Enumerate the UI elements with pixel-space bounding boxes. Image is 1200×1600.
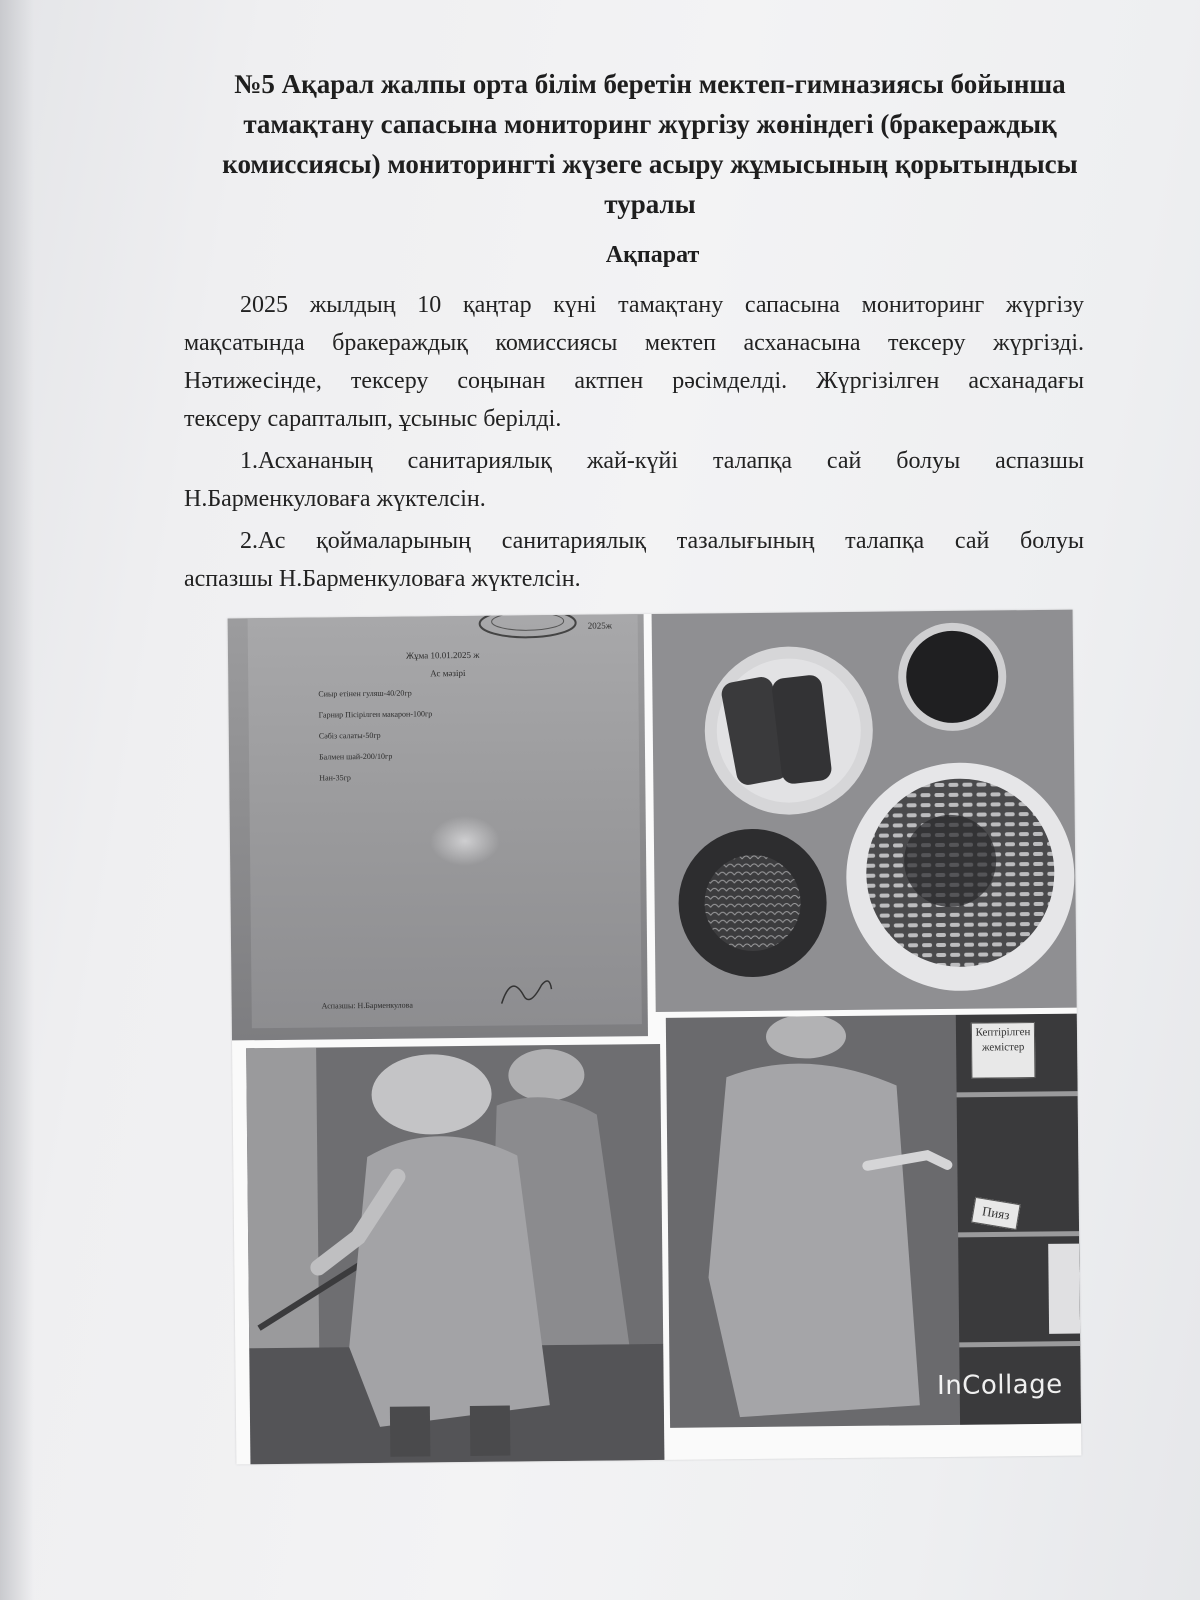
text-line: 2.Ас қоймаларының санитариялық тазалығының талапқа сай болуы xyxy=(240,528,1084,554)
document-subtitle: Ақпарат xyxy=(605,242,700,268)
menu-date: Жұма 10.01.2025 ж xyxy=(405,649,480,661)
menu-item: Балмен шай-200/10гр xyxy=(319,751,393,762)
shelf-sign-onion: Пияз xyxy=(971,1197,1021,1230)
food-photo xyxy=(652,610,1077,1012)
paragraph-intro xyxy=(184,286,1084,438)
shelf-sign-dried-fruit: Кептірілген жемістер xyxy=(971,1022,1036,1079)
collage-watermark: InCollage xyxy=(936,1369,1063,1402)
menu-item: Нан-35гр xyxy=(319,773,351,783)
title-line: №5 Ақарал жалпы орта білім беретін мектеп-гимназиясы бойынша xyxy=(234,69,1066,99)
photo-collage xyxy=(228,610,1082,1465)
title-line: комиссиясы) мониторингті жүзеге асыру жұмысының қорытындысы xyxy=(222,149,1078,179)
menu-item: Сиыр етінен гуляш-40/20гр xyxy=(318,688,412,699)
menu-item: Сәбіз салаты-50гр xyxy=(318,730,381,741)
menu-photo xyxy=(228,614,648,1040)
inspection-photo-left xyxy=(246,1044,664,1464)
inspection-photo-right xyxy=(666,1014,1081,1428)
text-line: 1.Асхананың санитариялық жай-күйі талапқа сай болуы аспазшы xyxy=(240,448,1084,474)
text-line: Н.Барменкуловаға жүктелсін. xyxy=(184,486,486,512)
document-title xyxy=(200,64,1100,224)
title-line: туралы xyxy=(604,189,696,219)
food-plates-icon xyxy=(652,610,1077,1012)
paragraph-item-1 xyxy=(184,442,1084,518)
text-line: 2025 жылдың 10 қаңтар күні тамақтану сапасына мониторинг жүргізу xyxy=(240,292,1084,318)
menu-footer: Аспазшы: Н.Барменкулова xyxy=(321,1000,413,1011)
menu-corner-date: 2025ж xyxy=(587,620,612,631)
page-shadow xyxy=(0,0,34,1600)
menu-item: Гарнир Пісірілген макарон-100гр xyxy=(318,709,433,720)
text-line: мақсатында бракераждық комиссиясы мектеп асханасына тексеру жүргізді. xyxy=(184,330,1084,356)
title-line: тамақтану сапасына мониторинг жүргізу жөніндегі (бракераждық xyxy=(243,109,1057,139)
light-glare xyxy=(430,816,501,867)
text-line: аспазшы Н.Барменкуловаға жүктелсін. xyxy=(184,566,581,592)
inspectors-icon xyxy=(246,1044,664,1464)
paragraph-item-2 xyxy=(184,522,1084,598)
menu-heading: Ас мәзірі xyxy=(430,667,466,679)
text-line: Нәтижесінде, тексеру соңынан актпен рәсімделді. Жүргізілген асханадағы xyxy=(184,368,1084,394)
text-line: тексеру сарапталып, ұсыныс берілді. xyxy=(184,406,562,432)
menu-sheet xyxy=(248,614,642,1028)
